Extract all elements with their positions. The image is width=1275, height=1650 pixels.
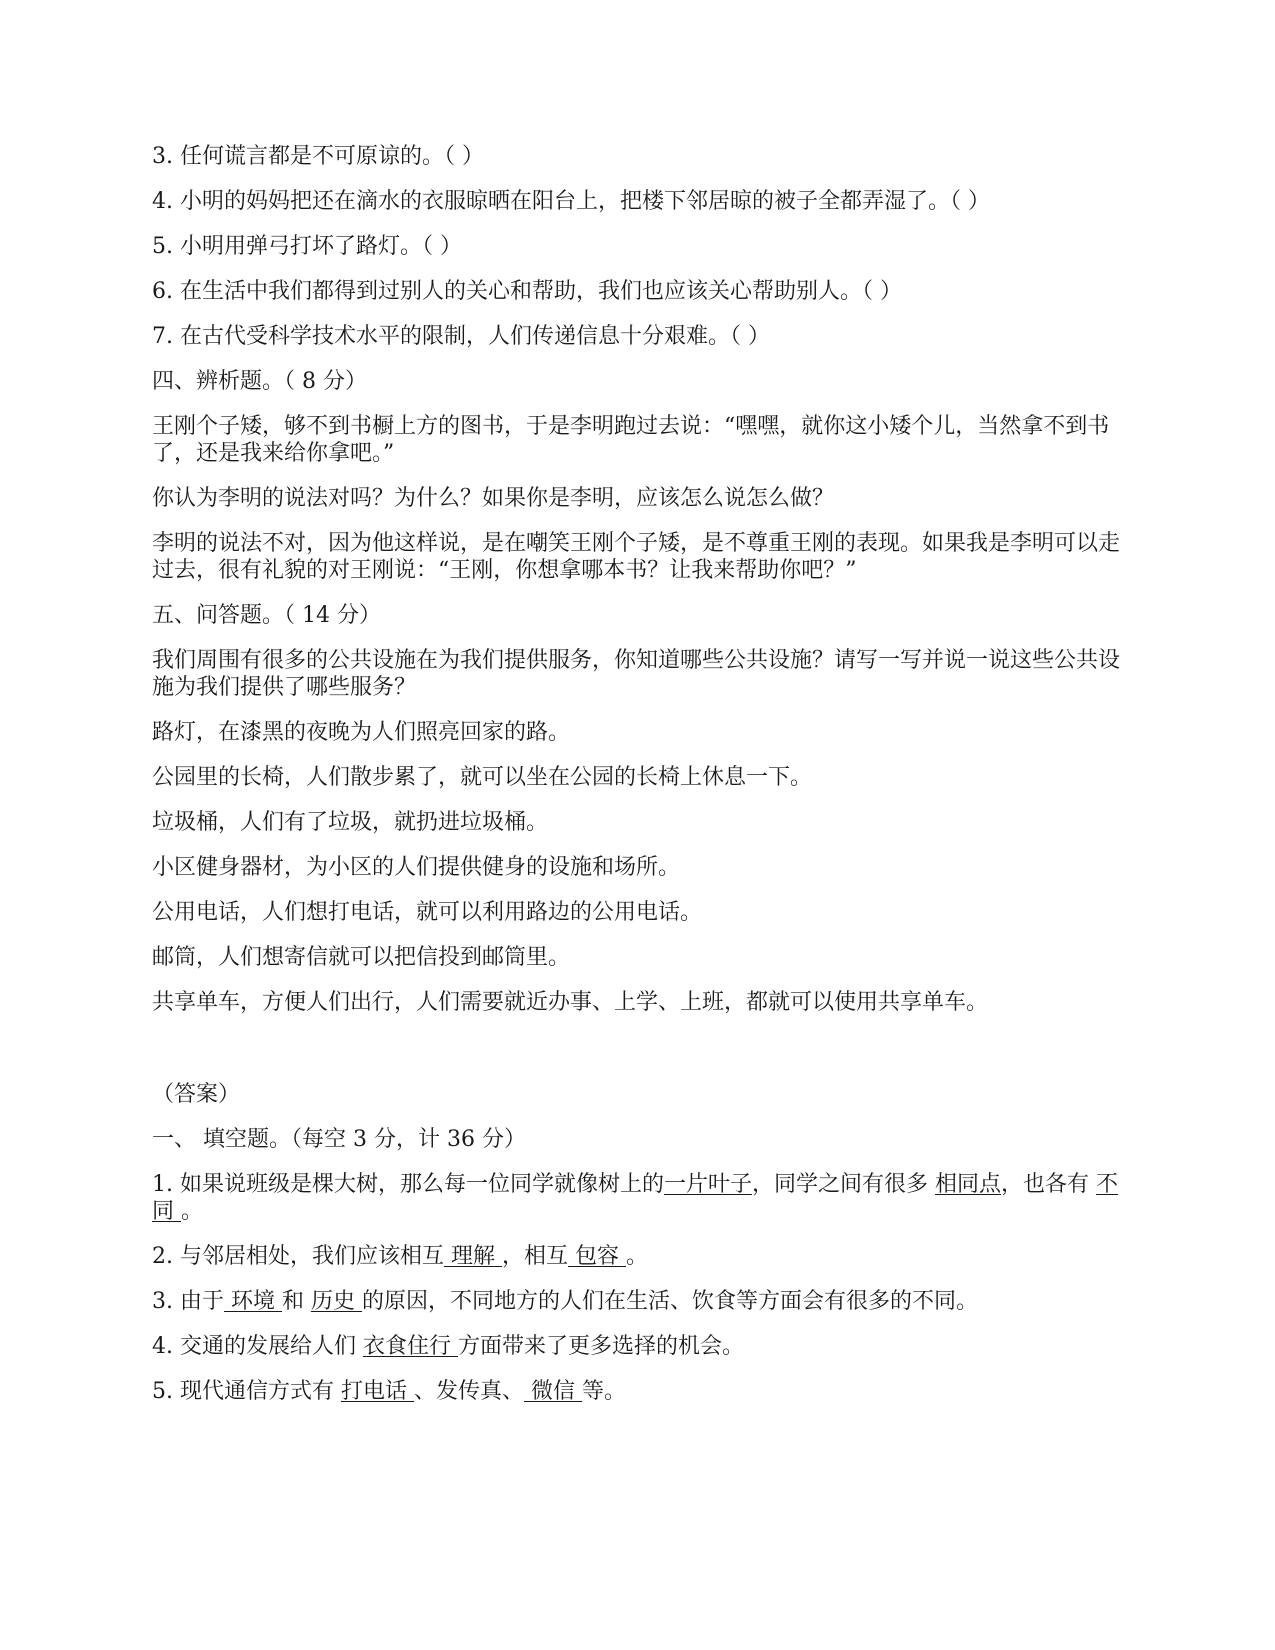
q2-text-a: 2. 与邻居相处，我们应该相互 <box>152 1244 444 1269</box>
section-5-heading: 五、问答题。（ 14 分） <box>152 603 381 628</box>
section-4-question: 你认为李明的说法对吗？为什么？如果你是李明，应该怎么说怎么做？ <box>152 486 835 511</box>
answer-key-q4 <box>152 1333 1132 1360</box>
q1-text-a: 1. 如果说班级是棵大树，那么每一位同学就像树上的 <box>152 1172 664 1197</box>
answer-key-q5 <box>152 1378 1132 1405</box>
q1-blank-3: 不同 <box>152 1172 1119 1224</box>
answer-key-heading: 一、 填空题。（每空 3 分，计 36 分） <box>152 1127 526 1152</box>
q1-blank-1: 一片叶子 <box>664 1172 753 1197</box>
section-4-answer: 李明的说法不对，因为他这样说，是在嘲笑王刚个子矮，是不尊重王刚的表现。如果我是李明可以走过去，很有礼貌的对王刚说：“王刚，你想拿哪本书？让我来帮助你吧？” <box>152 531 1121 583</box>
section-4-heading: 四、辨析题。（ 8 分） <box>152 369 367 394</box>
answer-key-q3 <box>152 1288 1132 1315</box>
judgement-item-5: 5. 小明用弹弓打坏了路灯。（ ） <box>152 234 462 259</box>
q4-text-a: 4. 交通的发展给人们 <box>152 1334 363 1359</box>
q3-text-a: 3. 由于 <box>152 1289 224 1314</box>
q1-text-e: 。 <box>181 1199 204 1224</box>
q3-text-c: 和 <box>281 1289 311 1314</box>
judgement-item-6: 6. 在生活中我们都得到过别人的关心和帮助，我们也应该关心帮助别人。（ ） <box>152 279 902 304</box>
section-5-answer-1: 路灯，在漆黑的夜晚为人们照亮回家的路。 <box>152 720 571 745</box>
q1-text-d: ，也各有 <box>1001 1172 1097 1197</box>
q5-text-d: 等。 <box>582 1379 627 1404</box>
section-5-question: 我们周围有很多的公共设施在为我们提供服务，你知道哪些公共设施？请写一写并说一说这些公共设施为我们提供了哪些服务？ <box>152 648 1121 700</box>
q5-blank-2: 微信 <box>524 1379 582 1404</box>
section-4-story: 王刚个子矮，够不到书橱上方的图书，于是李明跑过去说：“嘿嘿，就你这小矮个儿，当然拿不到书了，还是我来给你拿吧。” <box>152 414 1110 466</box>
q4-blank-1: 衣食住行 <box>362 1334 458 1359</box>
document-page <box>152 143 1132 1405</box>
section-5-answer-4: 小区健身器材，为小区的人们提供健身的设施和场所。 <box>152 855 681 880</box>
section-5-answer-2: 公园里的长椅，人们散步累了，就可以坐在公园的长椅上休息一下。 <box>152 765 813 790</box>
q5-blank-1: 打电话 <box>340 1379 414 1404</box>
section-5-answer-6: 邮筒，人们想寄信就可以把信投到邮筒里。 <box>152 945 571 970</box>
section-5-answer-7: 共享单车，方便人们出行，人们需要就近办事、上学、上班，都就可以使用共享单车。 <box>152 990 989 1015</box>
section-5-answer-5: 公用电话，人们想打电话，就可以利用路边的公用电话。 <box>152 900 703 925</box>
q2-text-d: 。 <box>626 1244 649 1269</box>
q2-blank-1: 理解 <box>443 1244 502 1269</box>
q3-blank-2: 历史 <box>310 1289 362 1314</box>
q5-text-c: 、发传真、 <box>413 1379 524 1404</box>
judgement-item-4: 4. 小明的妈妈把还在滴水的衣服晾晒在阳台上，把楼下邻居晾的被子全都弄湿了。（ ） <box>152 189 990 214</box>
judgement-item-3: 3. 任何谎言都是不可原谅的。（ ） <box>152 144 484 169</box>
answer-key-q2 <box>152 1243 1132 1270</box>
q2-text-c: ，相互 <box>501 1244 568 1269</box>
q5-text-a: 5. 现代通信方式有 <box>152 1379 341 1404</box>
section-5-answer-3: 垃圾桶，人们有了垃圾，就扔进垃圾桶。 <box>152 810 549 835</box>
q1-text-c: ，同学之间有很多 <box>752 1172 936 1197</box>
q4-text-c: 方面带来了更多选择的机会。 <box>457 1334 744 1359</box>
q1-blank-2: 相同点 <box>935 1172 1002 1197</box>
q3-text-d: 的原因，不同地方的人们在生活、饮食等方面会有很多的不同。 <box>361 1289 978 1314</box>
judgement-item-7: 7. 在古代受科学技术水平的限制，人们传递信息十分艰难。（ ） <box>152 324 770 349</box>
answer-key-q1 <box>152 1171 1132 1225</box>
q2-blank-2: 包容 <box>568 1244 626 1269</box>
q3-blank-1: 环境 <box>223 1289 282 1314</box>
answer-key-title: （答案） <box>152 1082 241 1107</box>
